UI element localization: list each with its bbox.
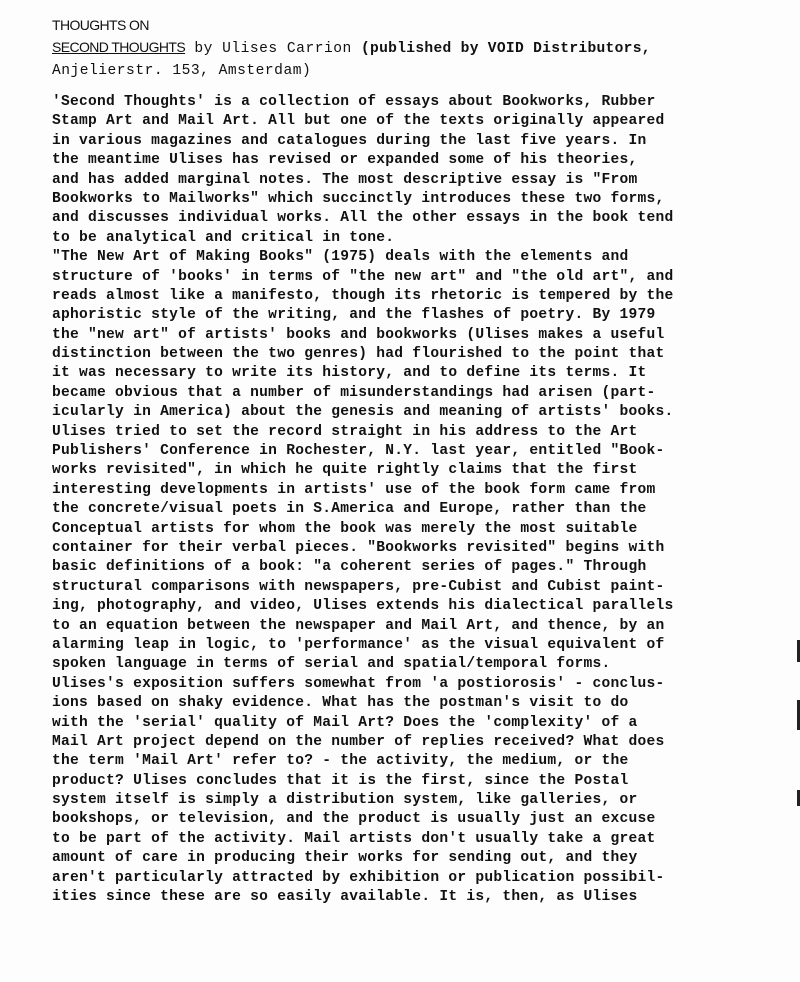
article-heading	[52, 14, 772, 82]
author-byline: by Ulises Carrion	[185, 41, 361, 57]
body-line: container for their verbal pieces. "Bookworks revisited" begins with	[52, 539, 665, 556]
body-line: with the 'serial' quality of Mail Art? Does the 'complexity' of a	[52, 714, 638, 731]
body-line: became obvious that a number of misunderstandings had arisen (part-	[52, 384, 656, 401]
body-line: amount of care in producing their works for sending out, and they	[52, 850, 638, 867]
body-line: works revisited", in which he quite rightly claims that the first	[52, 462, 638, 479]
body-line: Stamp Art and Mail Art. All but one of the texts originally appeared	[52, 113, 665, 130]
body-line: the concrete/visual poets in S.America and Europe, rather than the	[52, 501, 647, 518]
body-line: spoken language in terms of serial and spatial/temporal forms.	[52, 656, 611, 673]
body-line: Conceptual artists for whom the book was merely the most suitable	[52, 520, 638, 537]
body-line: Bookworks to Mailworks" which succinctly introduces these two forms,	[52, 190, 665, 207]
body-line: the term 'Mail Art' refer to? - the activity, the medium, or the	[52, 753, 629, 770]
body-line: reads almost like a manifesto, though its rhetoric is tempered by the	[52, 287, 674, 304]
book-title: SECOND THOUGHTS	[52, 39, 186, 55]
body-line: to be part of the activity. Mail artists don't usually take a great	[52, 830, 656, 847]
body-line: structure of 'books' in terms of "the new art" and "the old art", and	[52, 268, 674, 285]
body-line: aren't particularly attracted by exhibition or publication possibil-	[52, 869, 665, 886]
body-line: "The New Art of Making Books" (1975) deals with the elements and	[52, 249, 629, 266]
body-line: it was necessary to write its history, and to define its terms. It	[52, 365, 647, 382]
body-line: Mail Art project depend on the number of replies received? What does	[52, 733, 665, 750]
body-line: ities since these are so easily available. It is, then, as Ulises	[52, 889, 638, 906]
review-body	[52, 93, 792, 907]
publisher-info: (published by VOID Distributors,	[361, 41, 651, 57]
body-line: and discusses individual works. All the other essays in the book tend	[52, 210, 674, 227]
body-line: ing, photography, and video, Ulises extends his dialectical parallels	[52, 598, 674, 615]
body-line: aphoristic style of the writing, and the flashes of poetry. By 1979	[52, 307, 656, 324]
body-line: alarming leap in logic, to 'performance' as the visual equivalent of	[52, 636, 665, 653]
body-line: the "new art" of artists' books and bookworks (Ulises makes a useful	[52, 326, 665, 343]
body-line: structural comparisons with newspapers, pre-Cubist and Cubist paint-	[52, 578, 665, 595]
body-line: basic definitions of a book: "a coherent series of pages." Through	[52, 559, 647, 576]
body-line: distinction between the two genres) had flourished to the point that	[52, 346, 665, 363]
body-line: Publishers' Conference in Rochester, N.Y. last year, entitled "Book-	[52, 443, 665, 460]
body-line: the meantime Ulises has revised or expanded some of his theories,	[52, 152, 638, 169]
heading-line-2	[52, 36, 772, 60]
body-line: ions based on shaky evidence. What has the postman's visit to do	[52, 695, 629, 712]
publisher-address: Anjelierstr. 153, Amsterdam)	[52, 63, 312, 79]
body-line: in various magazines and catalogues during the last five years. In	[52, 132, 647, 149]
body-line: and has added marginal notes. The most descriptive essay is "From	[52, 171, 638, 188]
body-line: system itself is simply a distribution system, like galleries, or	[52, 792, 638, 809]
body-line: bookshops, or television, and the product is usually just an excuse	[52, 811, 656, 828]
body-line: to an equation between the newspaper and Mail Art, and thence, by an	[52, 617, 665, 634]
body-line: Ulises's exposition suffers somewhat from 'a postiorosis' - conclus-	[52, 675, 665, 692]
body-line: icularly in America) about the genesis and meaning of artists' books.	[52, 404, 674, 421]
heading-line-1	[52, 14, 772, 36]
body-line: to be analytical and critical in tone.	[52, 229, 395, 246]
body-line: interesting developments in artists' use of the book form came from	[52, 481, 656, 498]
body-line: product? Ulises concludes that it is the first, since the Postal	[52, 772, 629, 789]
body-line: 'Second Thoughts' is a collection of essays about Bookworks, Rubber	[52, 94, 656, 110]
body-line: Ulises tried to set the record straight in his address to the Art	[52, 423, 638, 440]
heading-prefix: THOUGHTS ON	[52, 17, 149, 33]
